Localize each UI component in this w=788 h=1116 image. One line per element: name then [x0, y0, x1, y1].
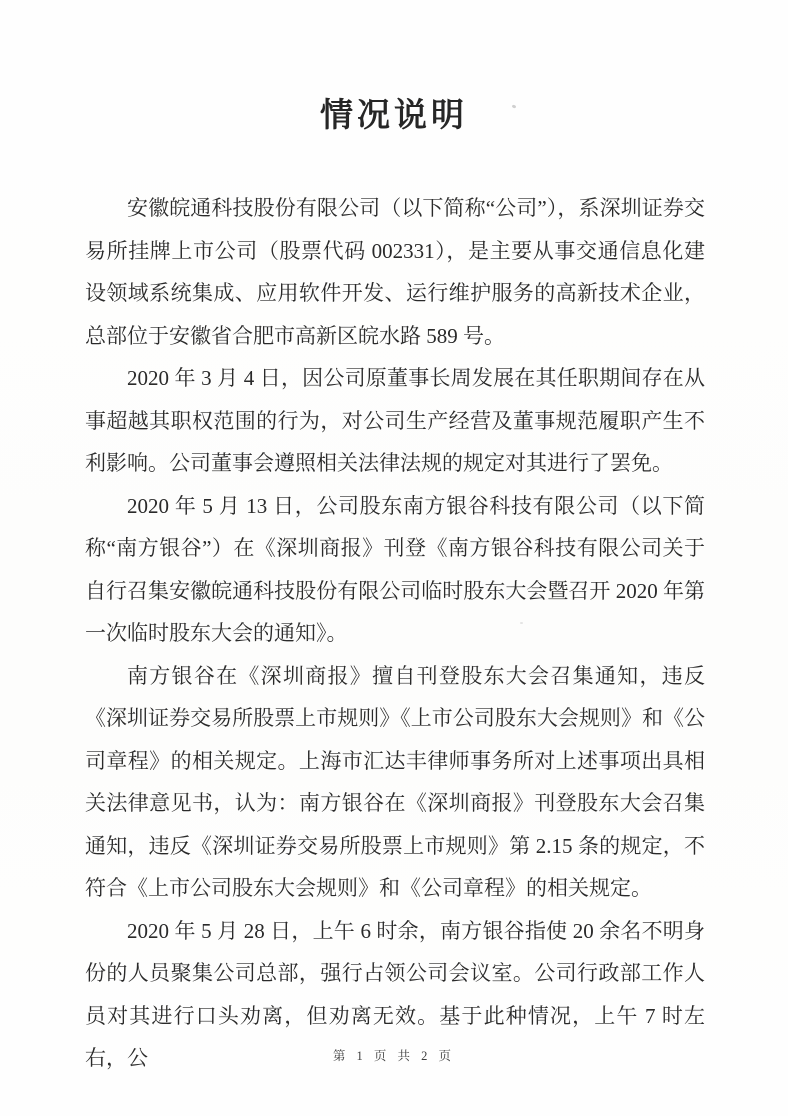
paragraph-incident: 2020 年 5 月 28 日，上午 6 时余，南方银谷指使 20 余名不明身份的人员聚集公司总部，强行占领公司会议室。公司行政部工作人员对其进行口头劝离，但劝离无效。基于此种情况，上午 7 时左右，公 — [85, 918, 705, 1070]
paragraph-legal-opinion: 南方银谷在《深圳商报》擅自刊登股东大会召集通知，违反《深圳证券交易所股票上市规则》《上市公司股东大会规则》和《公司章程》的相关规定。上海市汇达丰律师事务所对上述事项出具相关法律意见书，认为：南方银谷在《深圳商报》刊登股东大会召集通知，违反《深圳证券交易所股票上市规则》第 2.15 条的规定，不符合《上市公司股东大会规则》和《公司章程》的相关规定。 — [85, 663, 705, 900]
paragraph-meeting-notice: 2020 年 5 月 13 日，公司股东南方银谷科技有限公司（以下简称“南方银谷”）在《深圳商报》刊登《南方银谷科技有限公司关于自行召集安徽皖通科技股份有限公司临时股东大会暨召开 2020 年第一次临时股东大会的通知》。 — [85, 493, 705, 645]
document-body — [85, 187, 705, 1080]
paragraph-chairman-removal: 2020 年 3 月 4 日，因公司原董事长周发展在其任职期间存在从事超越其职权范围的行为，对公司生产经营及董事规范履职产生不利影响。公司董事会遵照相关法律法规的规定对其进行了罢免。 — [85, 366, 705, 475]
page-number-footer: 第 1 页 共 2 页 — [332, 1049, 456, 1063]
document-title: 情况说明 — [320, 96, 468, 133]
scan-speckle — [520, 622, 523, 624]
paragraph-company-intro: 安徽皖通科技股份有限公司（以下简称“公司”），系深圳证券交易所挂牌上市公司（股票代码 002331），是主要从事交通信息化建设领域系统集成、应用软件开发、运行维护服务的高新技术企业，总部位于安徽省合肥市高新区皖水路 589 号。 — [85, 196, 705, 348]
